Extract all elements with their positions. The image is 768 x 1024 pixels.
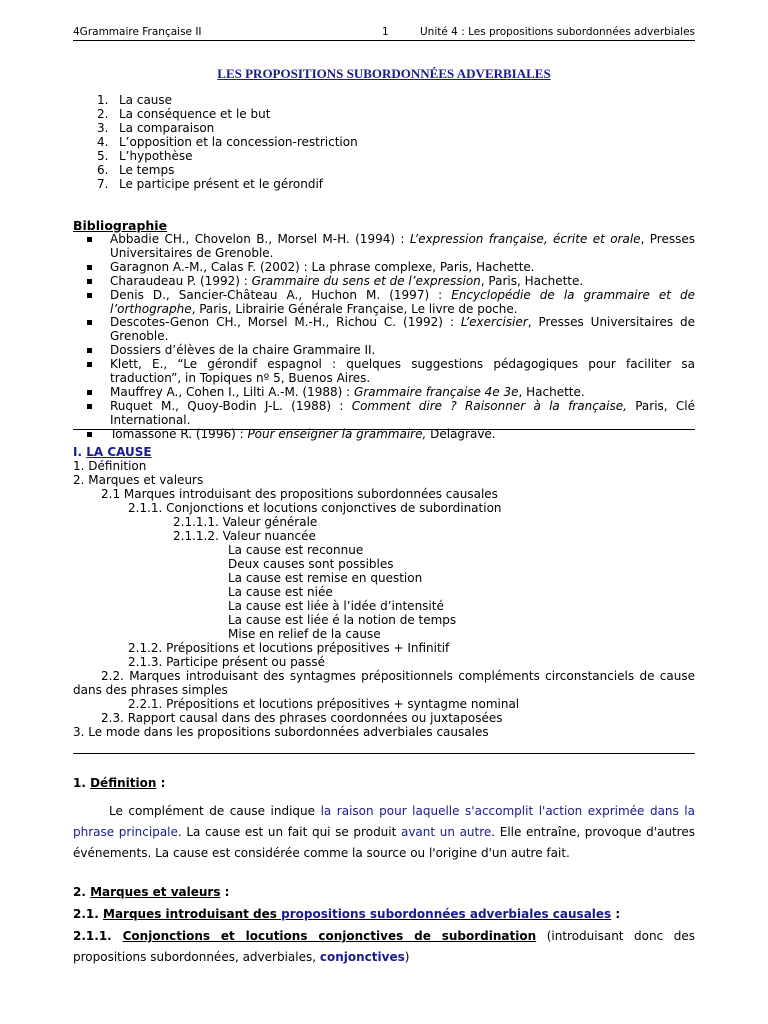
bibliography-item: Descotes-Genon CH., Morsel M.-H., Richou C. (1992) : L’exercisier, Presses Universitaires de Grenoble.	[73, 316, 695, 344]
outline-line: Deux causes sont possibles	[228, 557, 394, 571]
toc-item: 2. La conséquence et le but	[97, 107, 271, 121]
marques-heading: 2. Marques et valeurs :	[73, 885, 230, 899]
definition-paragraph: Le complément de cause indique la raison pour laquelle s'accomplit l'action exprimée dans la phrase principale. La cause est un fait qui se produit avant un autre. Elle entraîne, provoque d'autres événements. La cause est considérée comme la source ou l'origine d'un autre fait.	[73, 804, 695, 860]
bibliography-item: Abbadie CH., Chovelon B., Morsel M-H. (1994) : L’expression française, écrite et orale, Presses Universitaires de Grenoble.	[73, 233, 695, 261]
section-outline	[73, 445, 695, 739]
outline-line: La cause est niée	[228, 585, 333, 599]
page-header	[73, 26, 695, 41]
bibliography-heading: Bibliographie	[73, 218, 168, 233]
toc-item: 6. Le temps	[97, 163, 175, 177]
header-unit: Unité 4 : Les propositions subordonnées adverbiales	[420, 26, 695, 38]
marques-subsubheading: 2.1.1. Conjonctions et locutions conjonctives de subordination (introduisant donc des propositions subordonnées, adverbiales, conjonctives)	[73, 929, 695, 964]
toc-item: 3. La comparaison	[97, 121, 215, 135]
bibliography-item: Tomassone R. (1996) : Pour enseigner la grammaire, Delagrave.	[73, 428, 695, 442]
outline-line: 2.1.1. Conjonctions et locutions conjonctives de subordination	[128, 501, 502, 515]
outline-line: La cause est reconnue	[228, 543, 364, 557]
document-body	[73, 775, 695, 968]
header-course: 4Grammaire Française II	[73, 26, 202, 38]
section-heading: I. LA CAUSE	[73, 445, 152, 459]
toc-item: 1. La cause	[97, 93, 173, 107]
outline-line: 2.1.2. Prépositions et locutions prépositives + Infinitif	[128, 641, 450, 655]
table-of-contents	[97, 93, 358, 191]
toc-item: 7. Le participe présent et le gérondif	[97, 177, 324, 191]
divider	[73, 429, 695, 430]
outline-line: 2.1.1.2. Valeur nuancée	[173, 529, 316, 543]
outline-line: 2.3. Rapport causal dans des phrases coordonnées ou juxtaposées	[101, 711, 503, 725]
bibliography-item: Ruquet M., Quoy-Bodin J-L. (1988) : Comment dire ? Raisonner à la française, Paris, Clé International.	[73, 400, 695, 428]
header-page-number: 1	[382, 26, 389, 38]
outline-line: 2.1 Marques introduisant des propositions subordonnées causales	[101, 487, 498, 501]
outline-line: 3. Le mode dans les propositions subordonnées adverbiales causales	[73, 725, 489, 739]
outline-line: Mise en relief de la cause	[228, 627, 381, 641]
bibliography-item: Charaudeau P. (1992) : Grammaire du sens et de l’expression, Paris, Hachette.	[73, 275, 695, 289]
bibliography-item: Denis D., Sancier-Château A., Huchon M. (1997) : Encyclopédie de la grammaire et de l’orthographe, Paris, Librairie Générale Française, Le livre de poche.	[73, 289, 695, 317]
outline-line: La cause est liée à l’idée d’intensité	[228, 599, 444, 613]
toc-item: 5. L’hypothèse	[97, 149, 193, 163]
definition-heading: 1. Définition :	[73, 776, 166, 790]
outline-line: 2.2.1. Prépositions et locutions prépositives + syntagme nominal	[128, 697, 520, 711]
outline-line: La cause est remise en question	[228, 571, 423, 585]
bibliography-item: Mauffrey A., Cohen I., Lilti A.-M. (1988) : Grammaire française 4e 3e, Hachette.	[73, 386, 695, 400]
document-title: LES PROPOSITIONS SUBORDONNÉES ADVERBIALES	[217, 66, 551, 81]
outline-line: La cause est liée é la notion de temps	[228, 613, 457, 627]
toc-item: 4. L’opposition et la concession-restriction	[97, 135, 358, 149]
outline-line: 2.1.1.1. Valeur générale	[173, 515, 318, 529]
outline-line: 2. Marques et valeurs	[73, 473, 204, 487]
bibliography-list	[73, 233, 695, 442]
divider	[73, 753, 695, 754]
bibliography-item: Klett, E., “Le gérondif espagnol : quelques suggestions pédagogiques pour faciliter sa traduction”, in Topiques nº 5, Buenos Aires.	[73, 358, 695, 386]
outline-line: 2.2. Marques introduisant des syntagmes prépositionnels compléments circonstanciels de cause dans des phrases simples	[73, 669, 695, 697]
outline-line: 1. Définition	[73, 459, 147, 473]
marques-subheading: 2.1. Marques introduisant des propositions subordonnées adverbiales causales :	[73, 907, 621, 921]
bibliography-item: Garagnon A.-M., Calas F. (2002) : La phrase complexe, Paris, Hachette.	[73, 261, 695, 275]
outline-line: 2.1.3. Participe présent ou passé	[128, 655, 325, 669]
bibliography-item: Dossiers d’élèves de la chaire Grammaire II.	[73, 344, 695, 358]
